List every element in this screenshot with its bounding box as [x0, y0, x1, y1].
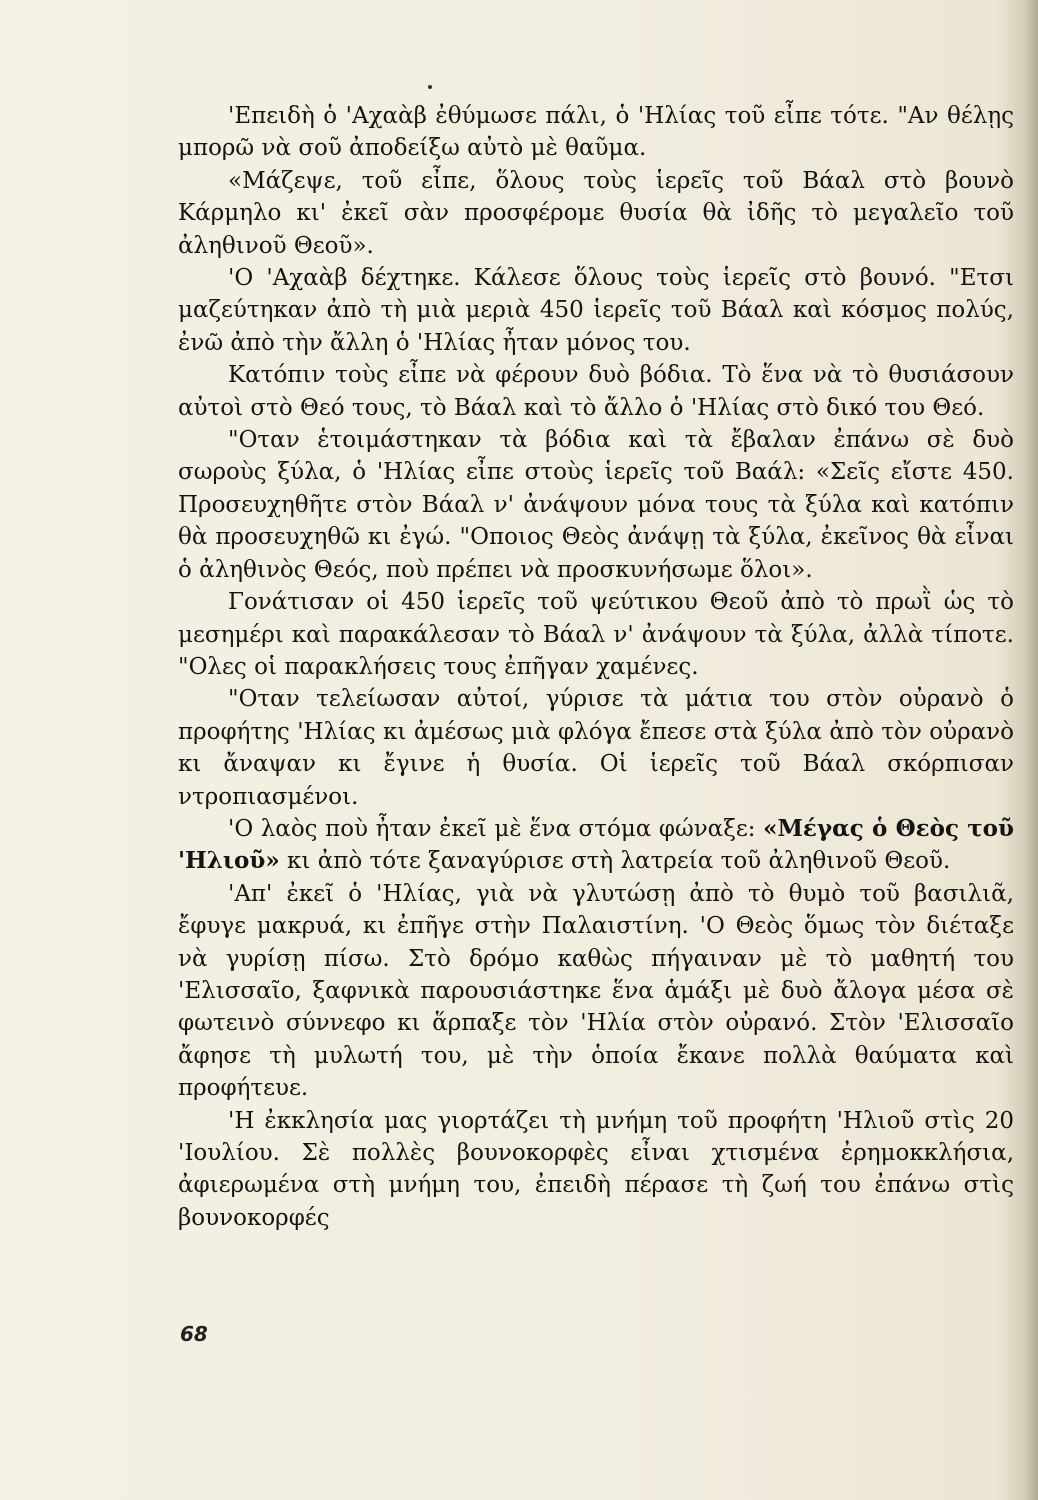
- paragraph-6: Γονάτισαν οἱ 450 ἱερεῖς τοῦ ψεύτικου Θεοῦ ἀπὸ τὸ πρωῒ ὡς τὸ μεσημέρι καὶ παρακάλεσαν τὸ Βάαλ ν' ἀνάψουν τὰ ξύλα, ἀλλὰ τίποτε. "Ολες οἱ παρακλήσεις τους ἐπῆγαν χαμένες.: [178, 589, 1014, 680]
- paragraph-5: "Οταν ἑτοιμάστηκαν τὰ βόδια καὶ τὰ ἔβαλαν ἐπάνω σὲ δυὸ σωροὺς ξύλα, ὁ 'Ηλίας εἶπε στοὺς ἱερεῖς τοῦ Βαάλ: «Σεῖς εἴστε 450. Προσευχηθῆτε στὸν Βάαλ ν' ἀνάψουν μόνα τους τὰ ξύλα καὶ κατόπιν θὰ προσευχηθῶ κι ἐγώ. "Οποιος Θεὸς ἀνάψῃ τὰ ξύλα, ἐκεῖνος θὰ εἶναι ὁ ἀληθινὸς Θεός, ποὺ πρέπει νὰ προσκυνήσωμε ὅλοι».: [178, 427, 1014, 583]
- page-number: 68: [180, 1322, 208, 1346]
- page-edge-shadow: [1024, 0, 1038, 1500]
- body-text: [178, 100, 1014, 1234]
- paragraph-3: 'Ο 'Αχαὰβ δέχτηκε. Κάλεσε ὅλους τοὺς ἱερεῖς στὸ βουνό. "Ετσι μαζεύτηκαν ἀπὸ τὴ μιὰ μεριὰ 450 ἱερεῖς τοῦ Βάαλ καὶ κόσμος πολύς, ἐνῶ ἀπὸ τὴν ἄλλη ὁ 'Ηλίας ἦταν μόνος του.: [178, 265, 1014, 356]
- paragraph-8-before: 'Ο λαὸς ποὺ ἦταν ἐκεῖ μὲ ἕνα στόμα φώναξε:: [228, 815, 764, 842]
- paragraph-8-after: κι ἀπὸ τότε ξαναγύρισε στὴ λατρεία τοῦ ἀληθινοῦ Θεοῦ.: [279, 848, 951, 875]
- paragraph-9: 'Απ' ἐκεῖ ὁ 'Ηλίας, γιὰ νὰ γλυτώσῃ ἀπὸ τὸ θυμὸ τοῦ βασιλιᾶ, ἔφυγε μακρυά, κι ἐπῆγε στὴν Παλαιστίνη. 'Ο Θεὸς ὅμως τὸν διέταξε νὰ γυρίσῃ πίσω. Στὸ δρόμο καθὼς πήγαιναν μὲ τὸ μαθητή του 'Ελισσαῖο, ξαφνικὰ παρουσιάστηκε ἕνα ἁμάξι μὲ δυὸ ἄλογα μέσα σὲ φωτεινὸ σύννεφο κι ἅρπαξε τὸν 'Ηλία στὸν οὐρανό. Στὸν 'Ελισσαῖο ἄφησε τὴ μυλωτή του, μὲ τὴν ὁποία ἔκανε πολλὰ θαύματα καὶ προφήτευε.: [178, 880, 1014, 1102]
- paragraph-8: [178, 813, 1014, 878]
- ink-speck: [428, 85, 432, 89]
- paragraph-4: Κατόπιν τοὺς εἶπε νὰ φέρουν δυὸ βόδια. Τὸ ἕνα νὰ τὸ θυσιάσουν αὐτοὶ στὸ Θεό τους, τὸ Βάαλ καὶ τὸ ἄλλο ὁ 'Ηλίας στὸ δικό του Θεό.: [178, 362, 1014, 421]
- paragraph-7: "Οταν τελείωσαν αὐτοί, γύρισε τὰ μάτια του στὸν οὐρανὸ ὁ προφήτης 'Ηλίας κι ἀμέσως μιὰ φλόγα ἔπεσε στὰ ξύλα ἀπὸ τὸν οὐρανὸ κι ἄναψαν κι ἔγινε ἡ θυσία. Οἱ ἱερεῖς τοῦ Βάαλ σκόρπισαν ντροπιασμένοι.: [178, 686, 1014, 810]
- paragraph-8-bold-quote: «Μέγας ὁ Θεὸς τοῦ 'Ηλιοῦ»: [178, 814, 1014, 875]
- paragraph-1: 'Επειδὴ ὁ 'Αχαὰβ ἐθύμωσε πάλι, ὁ 'Ηλίας τοῦ εἶπε τότε. "Αν θέλῃς μπορῶ νὰ σοῦ ἀποδείξω αὐτὸ μὲ θαῦμα.: [178, 103, 1014, 162]
- paragraph-10: 'Η ἐκκλησία μας γιορτάζει τὴ μνήμη τοῦ προφήτη 'Ηλιοῦ στὶς 20 'Ιουλίου. Σὲ πολλὲς βουνοκορφὲς εἶναι χτισμένα ἐρημοκκλήσια, ἀφιερωμένα στὴ μνήμη του, ἐπειδὴ πέρασε τὴ ζωή του ἐπάνω στὶς βουνοκορφές: [178, 1107, 1014, 1231]
- paragraph-2: «Μάζεψε, τοῦ εἶπε, ὅλους τοὺς ἱερεῖς τοῦ Βάαλ στὸ βουνὸ Κάρμηλο κι' ἐκεῖ σὰν προσφέρομε θυσία θὰ ἰδῆς τὸ μεγαλεῖο τοῦ ἀληθινοῦ Θεοῦ».: [178, 167, 1014, 259]
